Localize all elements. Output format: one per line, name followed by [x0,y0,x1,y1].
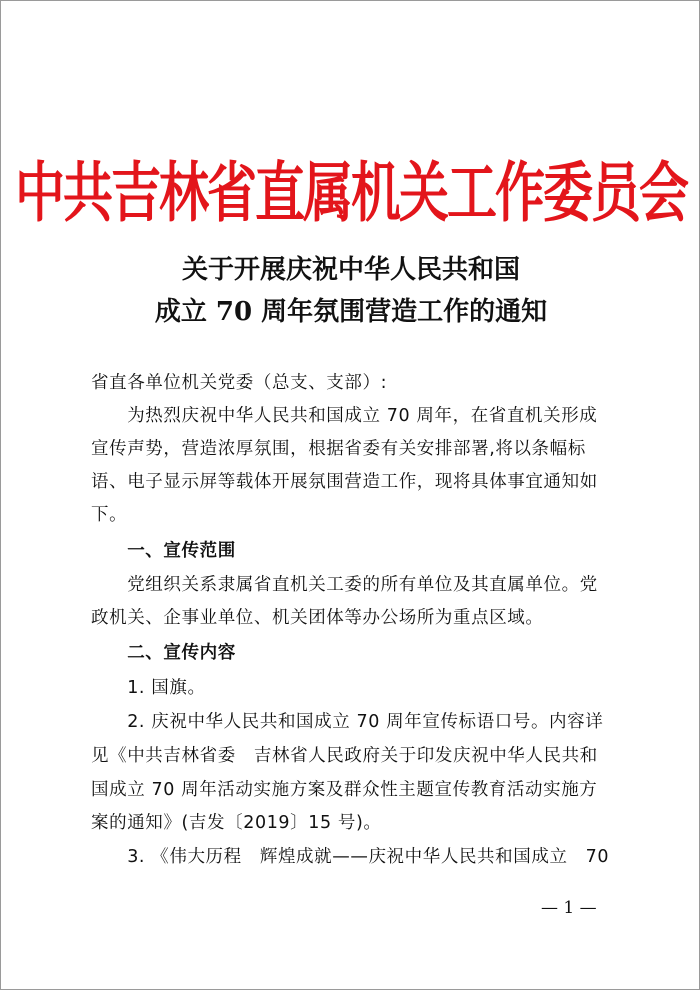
intro-line-2: 宣传声势，营造浓厚氛围，根据省委有关安排部署,将以条幅标 [91,439,586,459]
salutation: 省直各单位机关党委（总支、支部）: [91,373,388,393]
item-2-line-4: 案的通知》(吉发〔2019〕15 号)。 [91,813,382,833]
section-2-heading: 二、宣传内容 [91,643,236,663]
section-1-heading: 一、宣传范围 [91,541,236,561]
intro-line-4: 下。 [91,505,128,525]
item-2-line-1: 2. 庆祝中华人民共和国成立 70 周年宣传标语口号。内容详 [91,712,604,732]
section-1-line-2: 政机关、企事业单位、机关团体等办公场所为重点区域。 [91,608,544,628]
page-number: — 1 — [541,898,597,918]
intro-line-3: 语、电子显示屏等载体开展氛围营造工作，现将具体事宜通知如 [91,472,598,492]
item-1: 1. 国旗。 [91,678,206,698]
intro-line-1: 为热烈庆祝中华人民共和国成立 70 周年，在省直机关形成 [91,406,598,426]
item-2-line-2: 见《中共吉林省委 吉林省人民政府关于印发庆祝中华人民共和 [91,746,598,766]
document-title-line-2: 成立 70 周年氛围营造工作的通知 [154,297,548,327]
section-1-line-1: 党组织关系隶属省直机关工委的所有单位及其直属单位。党 [91,575,598,595]
document-header-organization: 中共吉林省直属机关工作委员会 [15,154,687,231]
document-title-line-1: 关于开展庆祝中华人民共和国 [181,255,520,285]
item-2-line-3: 国成立 70 周年活动实施方案及群众性主题宣传教育活动实施方 [91,780,598,800]
item-3-line-1: 3. 《伟大历程 辉煌成就——庆祝中华人民共和国成立 70 [91,847,610,867]
